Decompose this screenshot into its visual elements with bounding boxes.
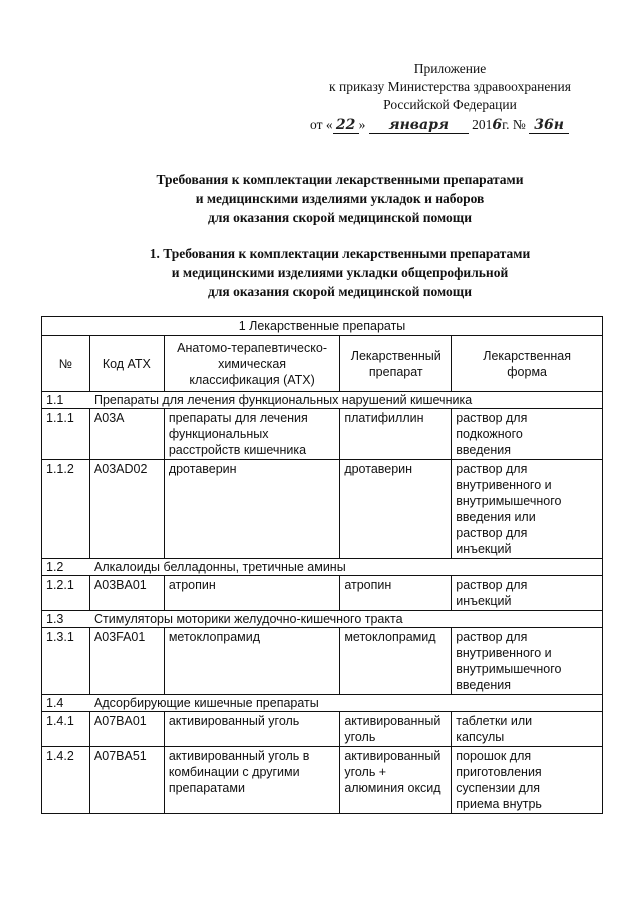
dosage-form — [452, 409, 603, 460]
order-prefix: от « — [310, 117, 333, 132]
order-number-handwritten: 36н — [529, 117, 569, 134]
atx-code — [89, 460, 164, 559]
drug-name-line: атропин — [344, 578, 392, 592]
order-day-close: » — [358, 117, 366, 132]
row-number-line: 1.1.1 — [46, 411, 74, 425]
group-row — [42, 559, 603, 576]
atx-classification — [164, 712, 340, 747]
header-classification — [164, 336, 340, 392]
drug-name-line: активированный — [344, 749, 441, 763]
row-number — [42, 460, 90, 559]
atx-classification — [164, 628, 340, 695]
table-row — [42, 747, 603, 814]
dosage-form-line: введения — [456, 443, 511, 457]
section-title-line: и медицинскими изделиями укладки общепрофильной — [171, 265, 509, 280]
atx-code — [89, 712, 164, 747]
medicines-table — [41, 316, 603, 814]
table-row — [42, 460, 603, 559]
dosage-form-line: введения или — [456, 510, 536, 524]
order-year-handwritten: 6 — [492, 117, 503, 133]
row-number — [42, 576, 90, 611]
atx-classification — [164, 576, 340, 611]
atx-code-line: A07BA01 — [93, 714, 147, 728]
section-title — [60, 244, 620, 301]
header-classification-line: классификация (АТХ) — [189, 372, 315, 387]
group-number: 1.1 — [46, 393, 64, 407]
group-row — [42, 695, 603, 712]
atx-code — [89, 628, 164, 695]
atx-classification-line: расстройств кишечника — [168, 443, 307, 457]
drug-name — [340, 628, 452, 695]
dosage-form-line: приготовления — [456, 765, 542, 779]
header-classification-line: Анатомо-терапевтическо- — [177, 340, 327, 355]
header-drug-line: препарат — [368, 364, 423, 379]
table-row — [42, 576, 603, 611]
dosage-form — [452, 460, 603, 559]
atx-classification-line: комбинации с другими — [168, 765, 300, 779]
dosage-form-line: приема внутрь — [456, 797, 542, 811]
atx-classification — [164, 747, 340, 814]
drug-name-line: активированный — [344, 714, 441, 728]
appendix-line: Приложение — [413, 61, 487, 76]
drug-name-line: дротаверин — [344, 462, 413, 476]
dosage-form — [452, 576, 603, 611]
atx-classification-line: препараты для лечения — [168, 411, 308, 425]
atx-code-line: A07BA51 — [93, 749, 147, 763]
row-number-line: 1.1.2 — [46, 462, 74, 476]
atx-classification — [164, 460, 340, 559]
table-row — [42, 409, 603, 460]
order-year-prefix: 201 — [472, 117, 493, 132]
dosage-form-line: капсулы — [456, 730, 505, 744]
atx-code — [89, 747, 164, 814]
drug-name-line: уголь — [344, 730, 376, 744]
header-num: № — [42, 336, 90, 392]
atx-code-line: A03FA01 — [93, 630, 146, 644]
drug-name-line: метоклопрамид — [344, 630, 436, 644]
drug-name — [340, 576, 452, 611]
table-row — [42, 628, 603, 695]
dosage-form — [452, 628, 603, 695]
atx-code-line: A03AD02 — [93, 462, 148, 476]
appendix-line: к приказу Министерства здравоохранения — [329, 79, 571, 94]
dosage-form-line: введения — [456, 678, 511, 692]
table-body — [42, 392, 603, 814]
dosage-form-line: раствор для — [456, 526, 528, 540]
drug-name — [340, 409, 452, 460]
order-year-unit: г. № — [502, 117, 526, 132]
header-classification-line: химическая — [218, 356, 287, 371]
dosage-form-line: раствор для — [456, 578, 528, 592]
row-number — [42, 628, 90, 695]
atx-classification-line: препаратами — [168, 781, 245, 795]
dosage-form-line: раствор для — [456, 411, 528, 425]
group-cell — [42, 392, 603, 409]
group-number: 1.3 — [46, 612, 64, 626]
row-number — [42, 409, 90, 460]
row-number — [42, 712, 90, 747]
atx-code — [89, 576, 164, 611]
drug-name-line: платифиллин — [344, 411, 424, 425]
header-form — [452, 336, 603, 392]
group-cell — [42, 695, 603, 712]
drug-name — [340, 712, 452, 747]
row-number-line: 1.2.1 — [46, 578, 74, 592]
dosage-form-line: суспензии для — [456, 781, 541, 795]
group-row — [42, 392, 603, 409]
group-title: Стимуляторы моторики желудочно-кишечного тракта — [94, 612, 403, 626]
header-atx-code: Код АТХ — [89, 336, 164, 392]
document-title-line: и медицинскими изделиями укладок и наборов — [195, 191, 485, 206]
atx-classification-line: дротаверин — [168, 462, 237, 476]
appendix-line: Российской Федерации — [383, 97, 517, 112]
document-title — [60, 170, 620, 227]
dosage-form-line: внутримышечного — [456, 494, 562, 508]
group-cell — [42, 559, 603, 576]
row-number-line: 1.4.1 — [46, 714, 74, 728]
dosage-form-line: инъекций — [456, 594, 512, 608]
group-title: Адсорбирующие кишечные препараты — [94, 696, 319, 710]
order-month-handwritten: января — [369, 117, 469, 134]
group-title: Препараты для лечения функциональных нарушений кишечника — [94, 393, 473, 407]
drug-name — [340, 747, 452, 814]
table-caption: 1 Лекарственные препараты — [42, 317, 603, 336]
atx-classification-line: атропин — [168, 578, 216, 592]
header-drug-line: Лекарственный — [350, 348, 441, 363]
dosage-form — [452, 747, 603, 814]
dosage-form-line: раствор для — [456, 630, 528, 644]
atx-classification-line: функциональных — [168, 427, 269, 441]
group-title: Алкалоиды белладонны, третичные амины — [94, 560, 346, 574]
header-form-line: форма — [507, 364, 547, 379]
drug-name — [340, 460, 452, 559]
group-number: 1.2 — [46, 560, 64, 574]
dosage-form-line: раствор для — [456, 462, 528, 476]
atx-classification-line: активированный уголь — [168, 714, 300, 728]
row-number-line: 1.3.1 — [46, 630, 74, 644]
atx-classification — [164, 409, 340, 460]
section-title-line: 1. Требования к комплектации лекарственными препаратами — [149, 246, 531, 261]
appendix-block — [300, 60, 600, 114]
dosage-form-line: порошок для — [456, 749, 532, 763]
drug-name-line: уголь + — [344, 765, 387, 779]
atx-code — [89, 409, 164, 460]
atx-classification-line: метоклопрамид — [168, 630, 261, 644]
dosage-form — [452, 712, 603, 747]
document-title-line: Требования к комплектации лекарственными препаратами — [156, 172, 524, 187]
dosage-form-line: внутривенного и — [456, 478, 552, 492]
drug-name-line: алюминия оксид — [344, 781, 441, 795]
dosage-form-line: инъекций — [456, 542, 512, 556]
atx-classification-line: активированный уголь в — [168, 749, 310, 763]
dosage-form-line: внутривенного и — [456, 646, 552, 660]
row-number — [42, 747, 90, 814]
dosage-form-line: подкожного — [456, 427, 523, 441]
group-row — [42, 611, 603, 628]
header-drug — [340, 336, 452, 392]
order-date-line — [310, 117, 610, 134]
table-header-row — [42, 336, 603, 392]
group-cell — [42, 611, 603, 628]
atx-code-line: A03BA01 — [93, 578, 147, 592]
header-form-line: Лекарственная — [483, 348, 571, 363]
order-day-handwritten: 22 — [333, 117, 359, 134]
dosage-form-line: таблетки или — [456, 714, 533, 728]
table-row — [42, 712, 603, 747]
atx-code-line: A03A — [93, 411, 125, 425]
row-number-line: 1.4.2 — [46, 749, 74, 763]
dosage-form-line: внутримышечного — [456, 662, 562, 676]
document-title-line: для оказания скорой медицинской помощи — [208, 210, 472, 225]
section-title-line: для оказания скорой медицинской помощи — [208, 284, 472, 299]
group-number: 1.4 — [46, 696, 64, 710]
